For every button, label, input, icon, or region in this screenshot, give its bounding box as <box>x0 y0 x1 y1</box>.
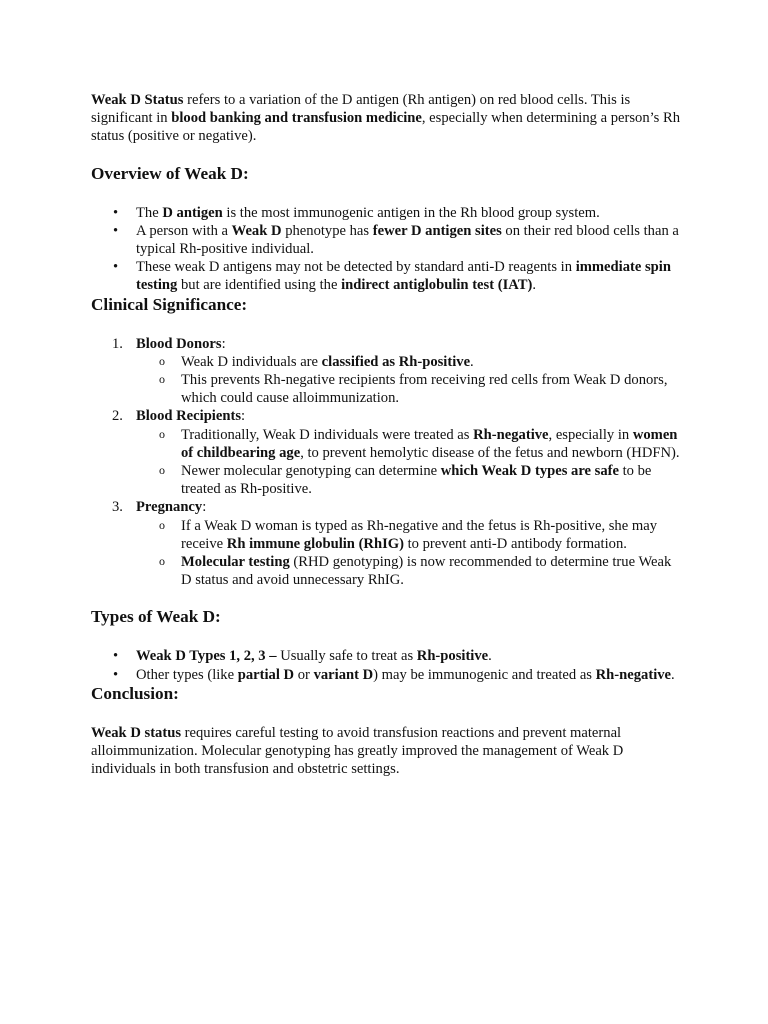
conclusion-paragraph: Weak D status requires careful testing to avoid transfusion reactions and prevent maternal alloimmunization. Molecular genotyping has greatly improved the management of Weak D individuals in both transfusion and obstetric settings. <box>91 724 624 778</box>
overview-item: • A person with a Weak D phenotype has fewer D antigen sites on their red blood cells than a typical Rh-positive individual. <box>91 222 681 258</box>
sub-item: o Molecular testing (RHD genotyping) is now recommended to determine true Weak D status and avoid unnecessary RhIG. <box>136 553 681 589</box>
types-heading: Types of Weak D: <box>91 607 221 627</box>
clinical-item-donors <box>91 335 681 408</box>
sub-item: o Weak D individuals are classified as Rh-positive. <box>136 353 681 371</box>
clinical-item-recipients <box>91 407 681 498</box>
clinical-item-pregnancy <box>91 498 681 589</box>
types-item: • Weak D Types 1, 2, 3 – Usually safe to treat as Rh-positive. <box>91 647 681 665</box>
clinical-list <box>91 335 681 590</box>
document-page <box>91 91 681 778</box>
clinical-item-title: Pregnancy: <box>136 499 207 516</box>
overview-item: • The D antigen is the most immunogenic antigen in the Rh blood group system. <box>91 204 681 222</box>
list-number: 2. <box>112 408 123 425</box>
sub-item: o This prevents Rh-negative recipients from receiving red cells from Weak D donors, which could cause alloimmunization. <box>136 371 681 407</box>
overview-item: • These weak D antigens may not be detected by standard anti-D reagents in immediate spin testing but are identified using the indirect antiglobulin test (IAT). <box>91 258 681 294</box>
clinical-item-title: Blood Donors: <box>136 335 226 352</box>
conclusion-heading: Conclusion: <box>91 683 179 703</box>
sub-list <box>136 517 681 590</box>
sub-item: o Traditionally, Weak D individuals were treated as Rh-negative, especially in women of childbearing age, to prevent hemolytic disease of the fetus and newborn (HDFN). <box>136 426 681 462</box>
types-item: • Other types (like partial D or variant D) may be immunogenic and treated as Rh-negative. <box>91 666 681 684</box>
list-number: 3. <box>112 499 123 516</box>
sub-list <box>136 353 681 408</box>
sub-list <box>136 426 681 499</box>
sub-item: o If a Weak D woman is typed as Rh-negative and the fetus is Rh-positive, she may receive Rh immune globulin (RhIG) to prevent anti-D antibody formation. <box>136 517 681 553</box>
sub-item: o Newer molecular genotyping can determine which Weak D types are safe to be treated as Rh-positive. <box>136 462 681 498</box>
overview-list <box>91 204 681 295</box>
clinical-heading: Clinical Significance: <box>91 294 248 314</box>
types-list <box>91 647 681 683</box>
list-number: 1. <box>112 335 123 352</box>
intro-paragraph: Weak D Status refers to a variation of the D antigen (Rh antigen) on red blood cells. This is significant in blood banking and transfusion medicine, especially when determining a person’s Rh status (positive or negative). <box>91 92 681 145</box>
overview-heading: Overview of Weak D: <box>91 163 249 183</box>
clinical-item-title: Blood Recipients: <box>136 408 246 425</box>
